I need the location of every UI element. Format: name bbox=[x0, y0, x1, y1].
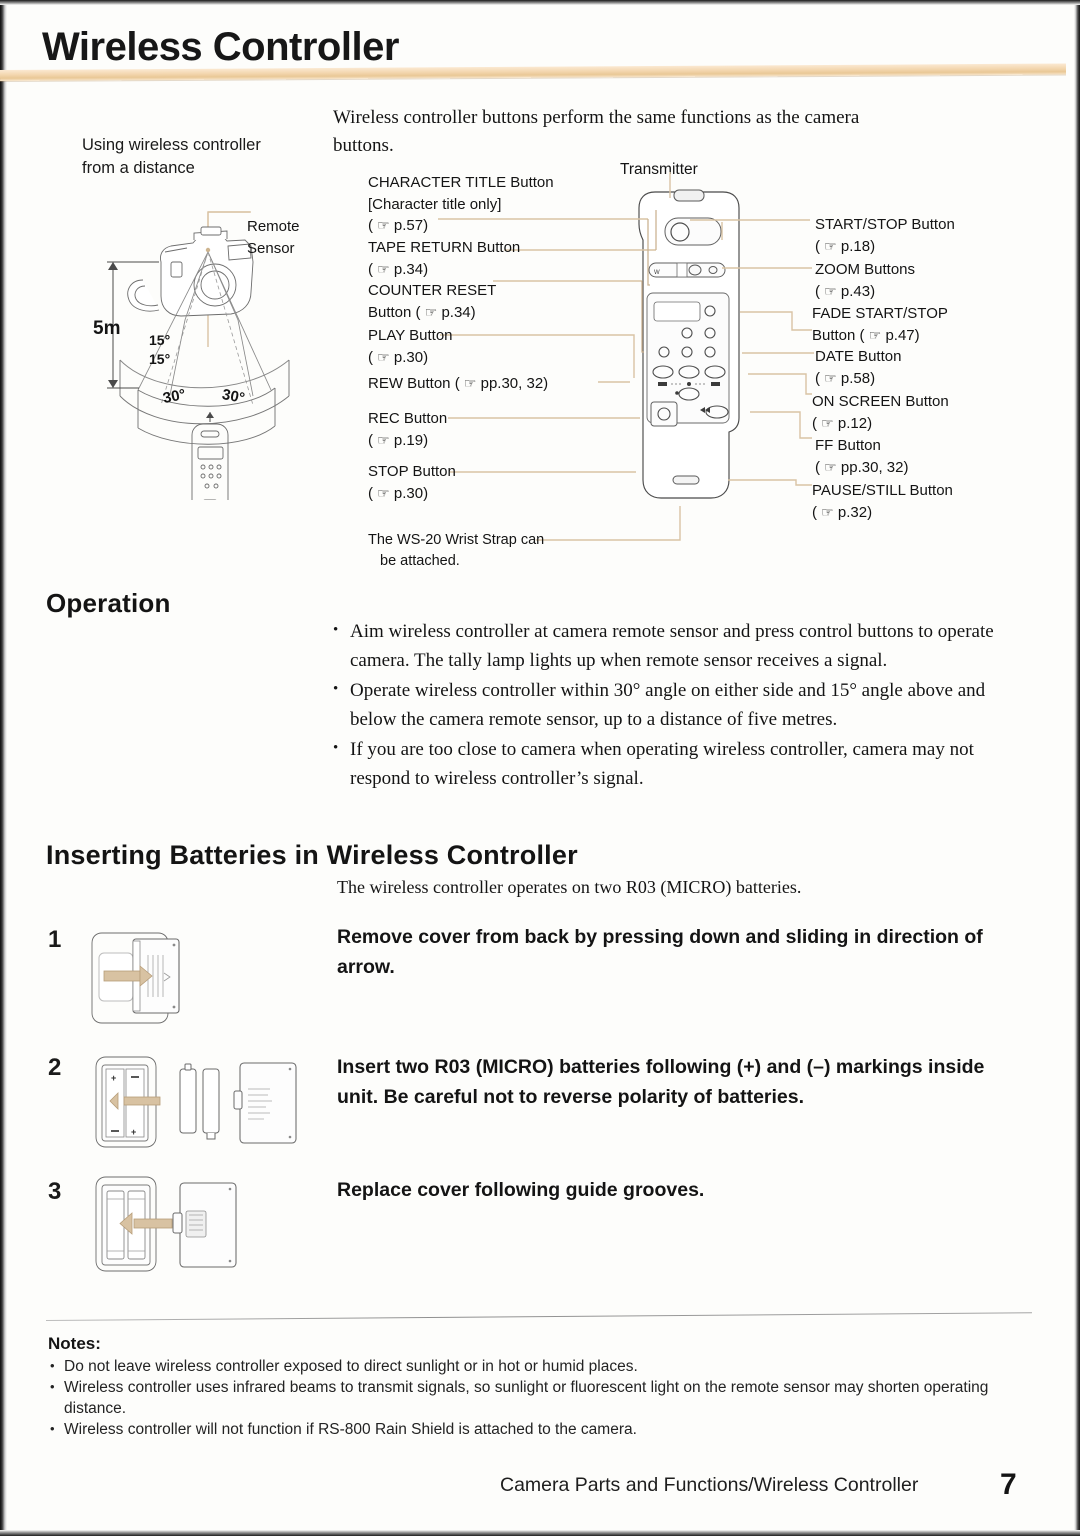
pointing-hand-icon: ☞ bbox=[824, 369, 837, 386]
distance-label-5m: 5m bbox=[93, 318, 121, 339]
notes-list bbox=[48, 1356, 1033, 1440]
callout-counter-reset-line-1: COUNTER RESET bbox=[368, 282, 497, 299]
step-number-2: 2 bbox=[48, 1054, 62, 1081]
remote-sensor-label bbox=[247, 216, 300, 259]
step-number-1: 1 bbox=[48, 926, 62, 953]
wrist-strap-note-line-2: be attached. bbox=[380, 553, 460, 569]
pointing-hand-icon: ☞ bbox=[821, 414, 834, 431]
remote-sensor-label-line-2: Sensor bbox=[247, 239, 295, 257]
using-from-distance-heading bbox=[82, 134, 261, 180]
step-1-illustration bbox=[86, 925, 201, 1030]
callout-tape-return-line-1: TAPE RETURN Button bbox=[368, 239, 521, 256]
callout-start-stop bbox=[815, 214, 955, 257]
page-edge-bottom bbox=[0, 1530, 1080, 1536]
svg-text:+: + bbox=[131, 1127, 137, 1137]
callout-date bbox=[815, 346, 901, 389]
callout-zoom-ref: ( ☞ p.43) bbox=[815, 282, 876, 300]
callout-fade-start-stop-line-1: FADE START/STOP bbox=[812, 305, 948, 322]
operation-bullet: • If you are too close to camera when operating wireless controller, camera may not respond to wireless controller’s signal. bbox=[333, 735, 1033, 793]
callout-start-stop-line-1: START/STOP Button bbox=[815, 216, 955, 233]
callout-tape-return-ref: ( ☞ p.34) bbox=[368, 260, 429, 278]
callout-ff bbox=[815, 435, 908, 478]
using-from-distance-line-1: Using wireless controller bbox=[82, 136, 261, 154]
page-edge-right bbox=[1074, 0, 1080, 1536]
callout-pause-still-line-1: PAUSE/STILL Button bbox=[812, 482, 953, 499]
callout-start-stop-ref: ( ☞ p.18) bbox=[815, 237, 876, 255]
callout-on-screen-ref: ( ☞ p.12) bbox=[812, 414, 873, 432]
callout-fade-start-stop bbox=[812, 303, 948, 346]
pointing-hand-icon: ☞ bbox=[821, 503, 834, 520]
pointing-hand-icon: ☞ bbox=[463, 375, 477, 391]
callout-stop bbox=[368, 461, 456, 504]
transmitter-label: Transmitter bbox=[620, 161, 698, 178]
pointing-hand-icon: ☞ bbox=[824, 237, 837, 254]
footer-breadcrumb: Camera Parts and Functions/Wireless Controller bbox=[500, 1474, 919, 1496]
operation-bullet-list bbox=[333, 617, 1033, 794]
using-from-distance-line-2: from a distance bbox=[82, 159, 195, 177]
page-edge-left bbox=[0, 0, 7, 1536]
callout-play bbox=[368, 325, 453, 368]
page-title: Wireless Controller bbox=[42, 25, 399, 69]
step-2-illustration bbox=[88, 1055, 303, 1155]
page-edge-top bbox=[0, 0, 1080, 5]
callout-rew-line-1: REW Button ( bbox=[368, 375, 460, 392]
pointing-hand-icon: ☞ bbox=[868, 326, 882, 343]
svg-text:W: W bbox=[654, 270, 660, 276]
remote-sensor-label-line-1: Remote bbox=[247, 218, 300, 235]
intro-line-2: buttons. bbox=[333, 135, 394, 156]
callout-rec bbox=[368, 408, 447, 451]
callout-date-line-1: DATE Button bbox=[815, 348, 902, 365]
callout-counter-reset bbox=[368, 280, 496, 323]
callout-zoom bbox=[815, 259, 915, 302]
step-3-illustration bbox=[88, 1175, 243, 1275]
pointing-hand-icon: ☞ bbox=[824, 282, 837, 299]
pointing-hand-icon: ☞ bbox=[377, 217, 390, 233]
camera-coverage-diagram bbox=[75, 200, 365, 500]
callout-fade-start-stop-ref: Button ( ☞ p.47) bbox=[812, 326, 920, 344]
angle-down-label: 15° bbox=[149, 351, 171, 367]
callout-ff-line-1: FF Button bbox=[815, 437, 881, 454]
step-2-text: Insert two R03 (MICRO) batteries following (+) and (–) markings inside unit. Be careful not to reverse polarity of batteries. bbox=[337, 1056, 985, 1108]
callout-ff-ref: ( ☞ pp.30, 32) bbox=[815, 458, 909, 476]
angle-left-label: 30° bbox=[161, 385, 188, 408]
notes-heading: Notes: bbox=[48, 1334, 101, 1353]
callout-rew: REW Button ( ☞ pp.30, 32) bbox=[368, 375, 549, 392]
operation-bullet: • Aim wireless controller at camera remote sensor and press control buttons to operate camera. The tally lamp lights up when remote sensor receives a signal. bbox=[333, 617, 1033, 675]
pointing-hand-icon: ☞ bbox=[377, 260, 390, 277]
page-number: 7 bbox=[1000, 1468, 1017, 1501]
callout-stop-line-1: STOP Button bbox=[368, 463, 456, 480]
callout-date-ref: ( ☞ p.58) bbox=[815, 369, 876, 387]
callout-character-title-line-2: [Character title only] bbox=[368, 195, 502, 213]
notes-divider bbox=[46, 1312, 1032, 1321]
step-number-3: 3 bbox=[48, 1178, 62, 1205]
svg-text:+: + bbox=[111, 1073, 117, 1083]
note-item: • Do not leave wireless controller exposed to direct sunlight or in hot or humid places. bbox=[48, 1356, 1033, 1377]
callout-on-screen-line-1: ON SCREEN Button bbox=[812, 393, 949, 410]
pointing-hand-icon: ☞ bbox=[377, 431, 390, 448]
step-3-text: Replace cover following guide grooves. bbox=[337, 1179, 705, 1201]
callout-pause-still-ref: ( ☞ p.32) bbox=[812, 503, 873, 521]
callout-counter-reset-ref: Button ( ☞ p.34) bbox=[368, 303, 476, 321]
callout-play-line-1: PLAY Button bbox=[368, 327, 453, 344]
callout-stop-ref: ( ☞ p.30) bbox=[368, 484, 429, 502]
callout-character-title-line-1: CHARACTER TITLE Button bbox=[368, 174, 554, 191]
callout-character-title-ref: ( ☞ p.57) bbox=[368, 217, 429, 234]
batteries-intro: The wireless controller operates on two R03 (MICRO) batteries. bbox=[337, 877, 802, 897]
intro-line-1: Wireless controller buttons perform the same functions as the camera bbox=[333, 107, 860, 128]
pointing-hand-icon: ☞ bbox=[377, 484, 390, 501]
note-item: • Wireless controller will not function if RS-800 Rain Shield is attached to the camera. bbox=[48, 1419, 1033, 1440]
callout-on-screen bbox=[812, 391, 949, 434]
pointing-hand-icon: ☞ bbox=[377, 348, 390, 365]
callout-play-ref: ( ☞ p.30) bbox=[368, 348, 429, 366]
wrist-strap-note-line-1: The WS-20 Wrist Strap can bbox=[368, 532, 545, 548]
callout-rec-line-1: REC Button bbox=[368, 410, 448, 427]
operation-heading: Operation bbox=[46, 588, 171, 618]
inserting-batteries-heading: Inserting Batteries in Wireless Controller bbox=[46, 840, 578, 870]
callout-zoom-line-1: ZOOM Buttons bbox=[815, 261, 916, 278]
angle-up-label: 15° bbox=[149, 332, 171, 348]
operation-bullet: • Operate wireless controller within 30° angle on either side and 15° angle above and below the camera remote sensor, up to a distance of five metres. bbox=[333, 676, 1033, 734]
pointing-hand-icon: ☞ bbox=[824, 458, 837, 475]
pointing-hand-icon: ☞ bbox=[424, 303, 438, 320]
callout-tape-return bbox=[368, 237, 520, 280]
angle-right-label: 30° bbox=[220, 385, 247, 408]
note-item: • Wireless controller uses infrared beams to transmit signals, so sunlight or fluorescent light on the remote sensor may shorten operating distance. bbox=[48, 1377, 1033, 1419]
callout-character-title bbox=[368, 172, 554, 237]
callout-pause-still bbox=[812, 480, 953, 523]
callout-rec-ref: ( ☞ p.19) bbox=[368, 431, 429, 449]
wrist-strap-note bbox=[368, 530, 544, 572]
step-1-text: Remove cover from back by pressing down and sliding in direction of arrow. bbox=[337, 926, 983, 978]
